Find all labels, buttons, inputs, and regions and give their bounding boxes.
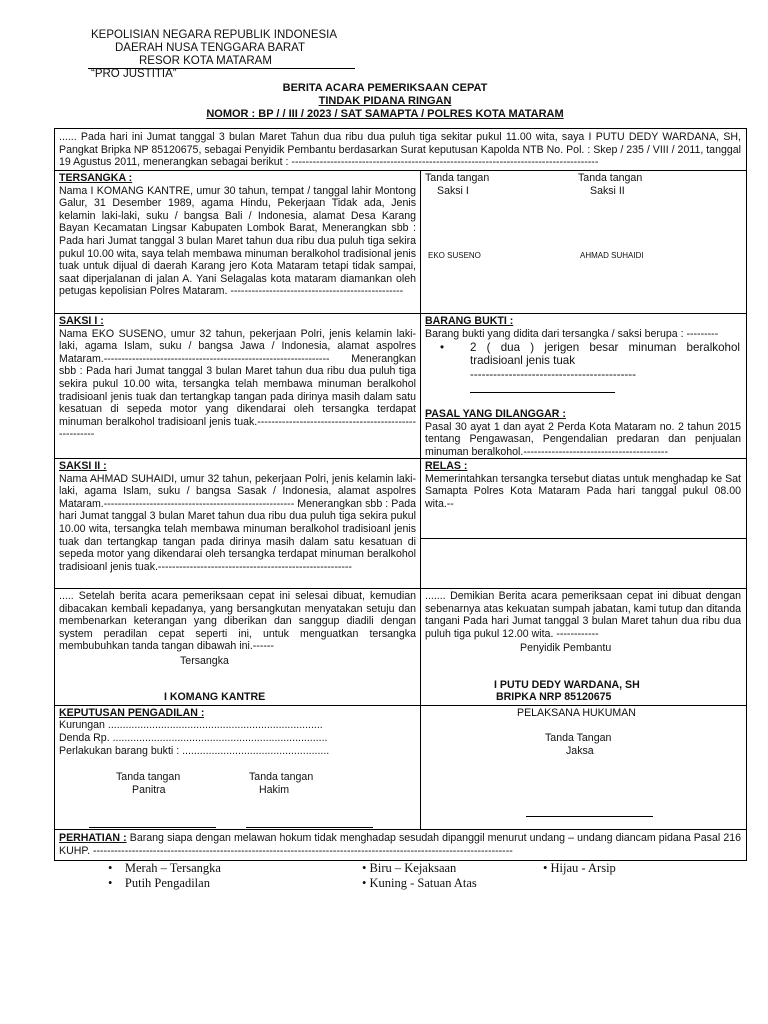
tersangka-label: TERSANGKA : xyxy=(59,172,133,184)
saksi1-sign-role: Saksi I xyxy=(437,185,469,197)
bullet-icon: • xyxy=(108,876,113,890)
pelaksana-title: PELAKSANA HUKUMAN xyxy=(517,707,636,719)
title-line-2: TINDAK PIDANA RINGAN xyxy=(318,95,452,107)
frame-right xyxy=(746,128,747,861)
title-line-3: NOMOR : BP / / III / 2023 / SAT SAMAPTA / POLRES KOTA MATARAM xyxy=(206,108,564,120)
barang-bukti-line xyxy=(470,392,615,393)
bullet-icon: • xyxy=(362,861,367,875)
saksi2-sign-name: AHMAD SUHAIDI xyxy=(580,251,644,260)
saksi1-sign-name: EKO SUSENO xyxy=(428,251,481,260)
relas-label: RELAS : xyxy=(425,460,468,472)
pelaksana-sign-role: Jaksa xyxy=(566,745,594,757)
row-line-5 xyxy=(54,705,747,706)
header-line-4: “PRO JUSTITIA” xyxy=(91,68,177,80)
barang-bukti-label: BARANG BUKTI : xyxy=(425,315,514,327)
intro-text: ...... Pada hari ini Jumat tanggal 3 bulan Maret Tahun dua ribu dua puluh tiga sekitar pukul 11.00 wita, saya I PUTU DEDY WARDANA, SH, Pangkat Bripka NP 85120675, sebagai Penyidik Pembantu berdasarkan Surat keputusan Kapolda NTB No. Pol. : Skep / 235 / VIII / 2011, tanggal 19 Agustus 2011, menerangkan sebagai berikut : --------------------------------------------------------------------------------------- xyxy=(59,131,741,169)
barang-bukti-item-text: 2 ( dua ) jerigen besar minuman beralkohol tradisioanl jenis tuak xyxy=(470,341,740,368)
tersangka-sign-role: Tersangka xyxy=(180,655,229,667)
row-line-3 xyxy=(54,458,747,459)
column-divider xyxy=(420,170,421,829)
saksi1-section xyxy=(59,315,416,457)
barang-bukti-dashes: ------------------------------------------- xyxy=(470,367,637,381)
legend-merah-text: Merah – Tersangka xyxy=(124,861,221,875)
pasal-text: Pasal 30 ayat 1 dan ayat 2 Perda Kota Mataram no. 2 tahun 2015 tentang Pengawasan, Pengendalian predaran dan penjualan minuman beralkohol.----------------------------------------- xyxy=(425,420,741,456)
bullet-icon: • xyxy=(440,341,445,354)
hakim-sign-role: Hakim xyxy=(259,784,290,796)
perhatian-label: PERHATIAN : xyxy=(59,832,127,844)
jaksa-sign-line xyxy=(526,816,653,817)
legend-merah xyxy=(108,861,221,876)
perhatian-section xyxy=(59,832,741,859)
header-line-3: RESOR KOTA MATARAM xyxy=(139,55,272,67)
tersangka-text: Nama I KOMANG KANTRE, umur 30 tahun, tempat / tanggal lahir Montong Galur, 31 Desember 1989, agama Hindu, Pekerjaan Tidak ada, Jenis kelamin laki-laki, suku / bangsa Bali / Indonesia, alamat Desa Karang Bayan Kecamatan Lingsar Kabupaten Lombok Barat, Menerangkan sbb : Pada hari Jumat tanggal 3 bulan Maret tahun dua ribu dua puluh tiga sekira pukul 10.00 wita, saya telah membawa minuman beralkohol tradisional jenis tuak untuk dijual di daerah Karang jero Kota Mataram tetapi tidak sampai, saat diperjalanan di jalan A. Yani Selagalas kota mataram diamankan oleh petugas kepolisian Polres Mataram. ------------------------------------------------- xyxy=(59,184,416,298)
saksi1-label: SAKSI I : xyxy=(59,315,104,327)
penyidik-sign-rank: BRIPKA NRP 85120675 xyxy=(496,691,612,703)
keputusan-kurungan: Kurungan ......................................................................... xyxy=(59,719,323,731)
header-line-2: DAERAH NUSA TENGGARA BARAT xyxy=(115,42,306,54)
panitra-sign-line xyxy=(89,827,216,828)
relas-line xyxy=(420,538,746,539)
hakim-sign-line xyxy=(246,827,373,828)
legend-putih-text: Putih Pengadilan xyxy=(124,876,210,890)
saksi2-sign-label: Tanda tangan xyxy=(578,172,643,184)
legend-biru xyxy=(362,861,456,876)
frame-top xyxy=(54,128,747,129)
tersangka-sign-name: I KOMANG KANTRE xyxy=(164,691,266,703)
barang-bukti-section xyxy=(425,315,741,340)
pasal-label: PASAL YANG DILANGGAR : xyxy=(425,408,566,420)
row-line-2 xyxy=(54,313,747,314)
bullet-icon: • xyxy=(108,861,113,875)
legend-hijau-text: Hijau - Arsip xyxy=(550,861,616,875)
saksi1-sign-label: Tanda tangan xyxy=(425,172,490,184)
header-line-1: KEPOLISIAN NEGARA REPUBLIK INDONESIA xyxy=(91,29,338,41)
barang-bukti-item xyxy=(440,341,740,381)
penyidik-sign-name: I PUTU DEDY WARDANA, SH xyxy=(494,679,640,691)
row-line-4 xyxy=(54,588,747,589)
row-line-1 xyxy=(54,170,747,171)
saksi2-text: Nama AHMAD SUHAIDI, umur 32 tahun, pekerjaan Polri, jenis kelamin laki-laki, agama Islam, suku / bangsa Sasak / Indonesia, alamat aspolres Mataram.------------------------------------------------------ Menerangkan sbb : Pada hari Jumat tanggal 3 bulan Maret tahun dua ribu dua puluh tiga sekira pukul 10.00 wita, tersangka telah membawa minuman beralkohol tradisioanl jenis tuak dan tertangkap tangan pada dirinya masih dalam satu kesatuan di sepeda motor yang dikendarai oleh tersangka terdapat minuman beralkohol tradisioanl jenis tuak.------------------------------------------------------- xyxy=(59,472,416,573)
frame-left xyxy=(54,128,55,861)
saksi2-section xyxy=(59,460,416,587)
bullet-icon: • xyxy=(543,861,548,875)
hakim-sign-label: Tanda tangan xyxy=(249,771,314,783)
saksi2-sign-role: Saksi II xyxy=(590,185,625,197)
row-line-6 xyxy=(54,829,747,830)
legend-putih xyxy=(108,876,210,891)
perhatian-text: Barang siapa dengan melawan hokum tidak menghadap sesudah dipanggil menurut undang – undang diancam pidana Pasal 216 KUHP. ----------------------------------------------------------------------------------------------------------------------- xyxy=(59,832,741,857)
relas-section xyxy=(425,460,741,536)
legend-hijau xyxy=(543,861,616,876)
keputusan-barang-bukti: Perlakukan barang bukti : .................................................. xyxy=(59,745,330,757)
pasal-section xyxy=(425,408,741,456)
legend-kuning xyxy=(362,876,477,891)
pelaksana-sign-label: Tanda Tangan xyxy=(545,732,612,744)
bullet-icon: • xyxy=(362,876,367,890)
keputusan-label: KEPUTUSAN PENGADILAN : xyxy=(59,707,205,719)
penyidik-sign-role: Penyidik Pembantu xyxy=(520,642,612,654)
title-line-1: BERITA ACARA PEMERIKSAAN CEPAT xyxy=(282,82,488,94)
panitra-sign-label: Tanda tangan xyxy=(116,771,181,783)
tersangka-section xyxy=(59,172,416,312)
panitra-sign-role: Panitra xyxy=(132,784,166,796)
barang-bukti-text: Barang bukti yang didita dari tersangka / saksi berupa : --------- xyxy=(425,327,719,340)
relas-text: Memerintahkan tersangka tersebut diatas untuk menghadap ke Sat Samapta Polres Kota Mataram Pada hari tanggal pukul 08.00 wita.-- xyxy=(425,472,741,510)
closing-left-text: ..... Setelah berita acara pemeriksaan cepat ini selesai dibuat, kemudian dibacakan kembali kepadanya, yang bersangkutan menyatakan setuju dan membenarkan keterangan yang diberikan dan sanggup diadili dengan system peradilan cepat seperti ini, untuk menguatkan tersangka membubuhkan tanda tangan dibawah ini.------ xyxy=(59,590,416,653)
closing-right-text: ....... Demikian Berita acara pemeriksaan cepat ini dibuat dengan sebenarnya atas kekuatan sumpah jabatan, kami tutup dan ditanda tangani Pada hari Jumat tanggal 3 bulan Maret tahun dua ribu dua puluh tiga pukul 12.00 wita. ------------ xyxy=(425,590,741,640)
legend-biru-text: Biru – Kejaksaan xyxy=(369,861,457,875)
saksi2-label: SAKSI II : xyxy=(59,460,107,472)
saksi1-text: Nama EKO SUSENO, umur 32 tahun, pekerjaan Polri, jenis kelamin laki-laki, agama Islam, suku / bangsa Jawa / Indonesia, alamat aspolres Mataram.---------------------------------------------------------------- Menerangkan sbb : Pada hari Jumat tanggal 3 bulan Maret tahun dua ribu dua puluh tiga sekira pukul 10.00 wita, tersangka telah membawa minuman beralkohol tradisioanl jenis tuak dan tertangkap tangan pada dirinya masih dalam satu kesatuan di sepeda motor yang dikendarai oleh tersangka terdapat minuman beralkohol tradisioanl jenis tuak.------------------------------------------------------- xyxy=(59,327,416,441)
keputusan-denda: Denda Rp. ......................................................................... xyxy=(59,732,328,744)
legend-kuning-text: Kuning - Satuan Atas xyxy=(369,876,477,890)
